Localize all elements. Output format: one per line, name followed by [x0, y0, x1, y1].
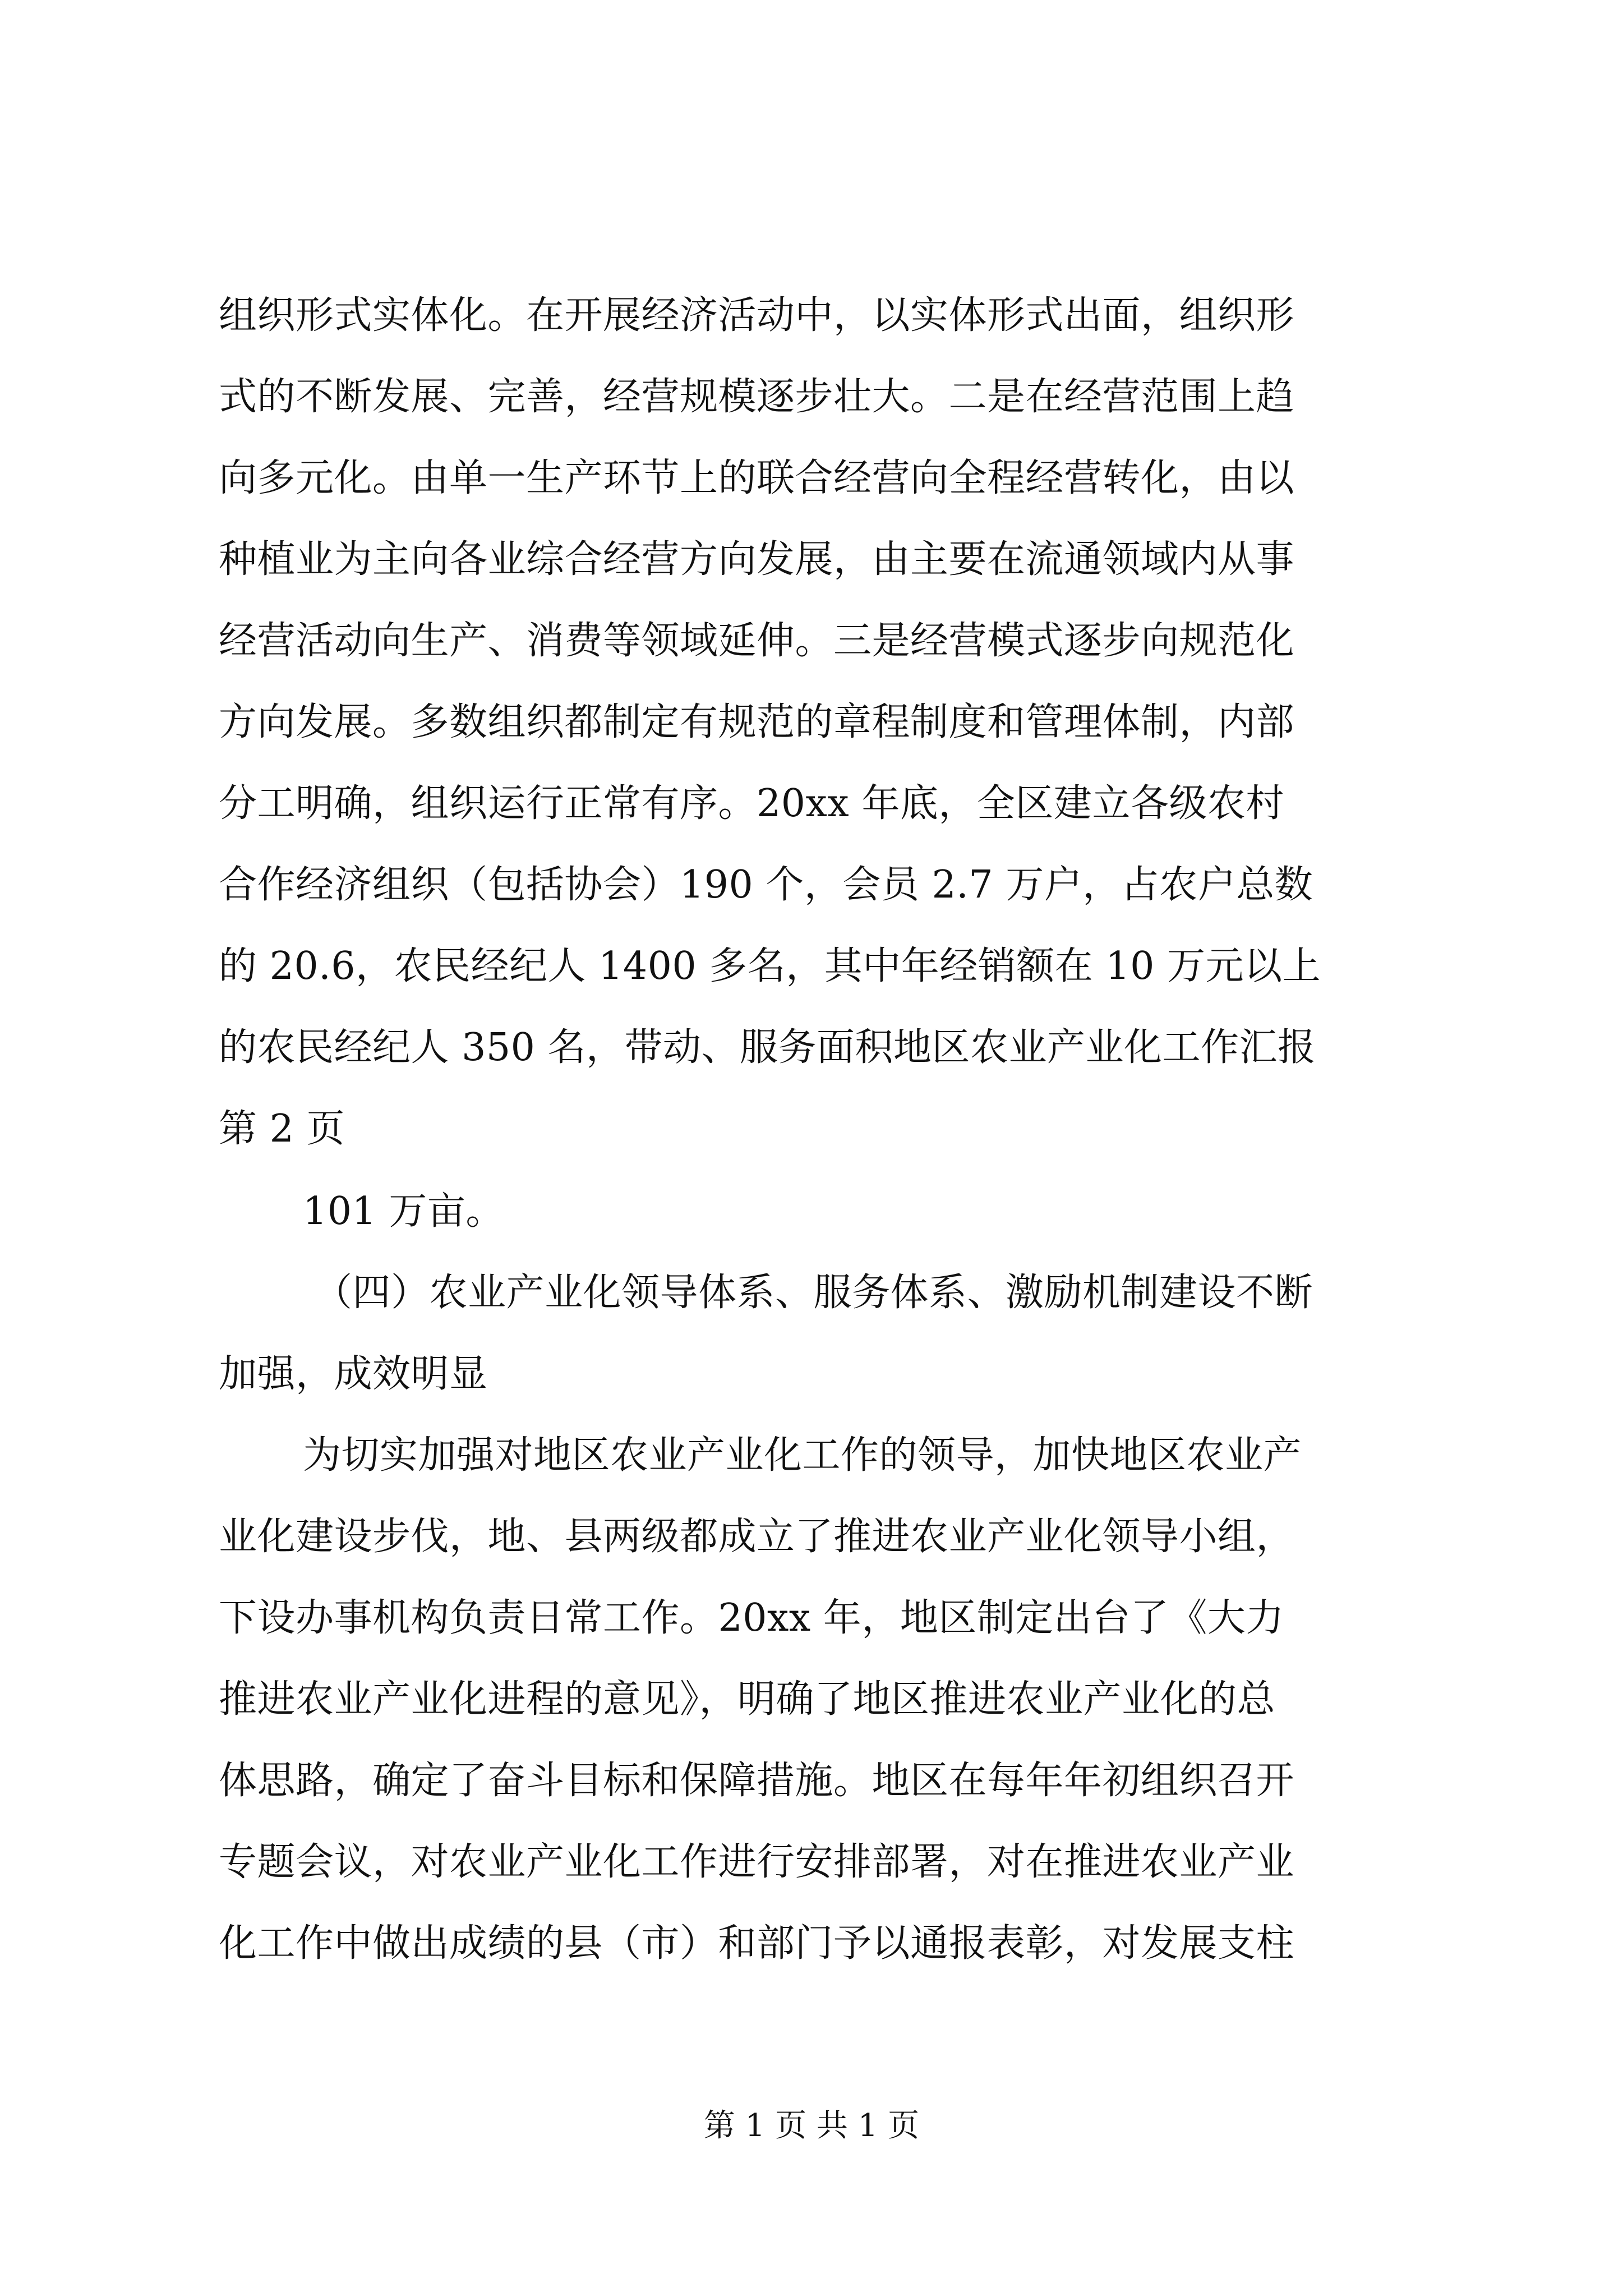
text-line: 的农民经纪人 350 名，带动、服务面积地区农业产业化工作汇报	[219, 1025, 1316, 1070]
text-line: 化工作中做出成绩的县（市）和部门予以通报表彰，对发展支柱	[219, 1921, 1295, 1966]
text-line: 方向发展。多数组织都制定有规范的章程制度和管理体制，内部	[219, 700, 1295, 744]
text-line: 第 2 页	[219, 1107, 345, 1151]
text-line: 体思路，确定了奋斗目标和保障措施。地区在每年年初组织召开	[219, 1759, 1295, 1803]
text-line: 种植业为主向各业综合经营方向发展，由主要在流通领域内从事	[219, 537, 1295, 582]
text-line: 式的不断发展、完善，经营规模逐步壮大。二是在经营范围上趋	[219, 375, 1295, 419]
text-line: 推进农业产业化进程的意见》，明确了地区推进农业产业化的总	[219, 1677, 1276, 1722]
page-footer: 第 1 页 共 1 页	[703, 2108, 920, 2144]
text-line: 经营活动向生产、消费等领域延伸。三是经营模式逐步向规范化	[219, 619, 1295, 663]
text-line: 组织形式实体化。在开展经济活动中，以实体形式出面，组织形	[219, 293, 1295, 338]
text-line: 的 20.6，农民经纪人 1400 多名，其中年经销额在 10 万元以上	[219, 944, 1321, 988]
text-line: 专题会议，对农业产业化工作进行安排部署，对在推进农业产业	[219, 1840, 1295, 1884]
text-line: 业化建设步伐，地、县两级都成立了推进农业产业化领导小组，	[219, 1515, 1295, 1559]
text-line: 101 万亩。	[303, 1189, 504, 1234]
text-line: 向多元化。由单一生产环节上的联合经营向全程经营转化，由以	[219, 456, 1295, 500]
text-line: 分工明确，组织运行正常有序。20xx 年底，全区建立各级农村	[219, 781, 1284, 826]
text-line: 下设办事机构负责日常工作。20xx 年，地区制定出台了《大力	[219, 1596, 1284, 1640]
text-line: 为切实加强对地区农业产业化工作的领导，加快地区农业产	[303, 1433, 1302, 1478]
section-heading-line: 加强，成效明显	[219, 1352, 488, 1396]
section-heading-line: （四）农业产业化领导体系、服务体系、激励机制建设不断	[314, 1271, 1313, 1315]
text-line: 合作经济组织（包括协会）190 个，会员 2.7 万户，占农户总数	[219, 863, 1313, 907]
